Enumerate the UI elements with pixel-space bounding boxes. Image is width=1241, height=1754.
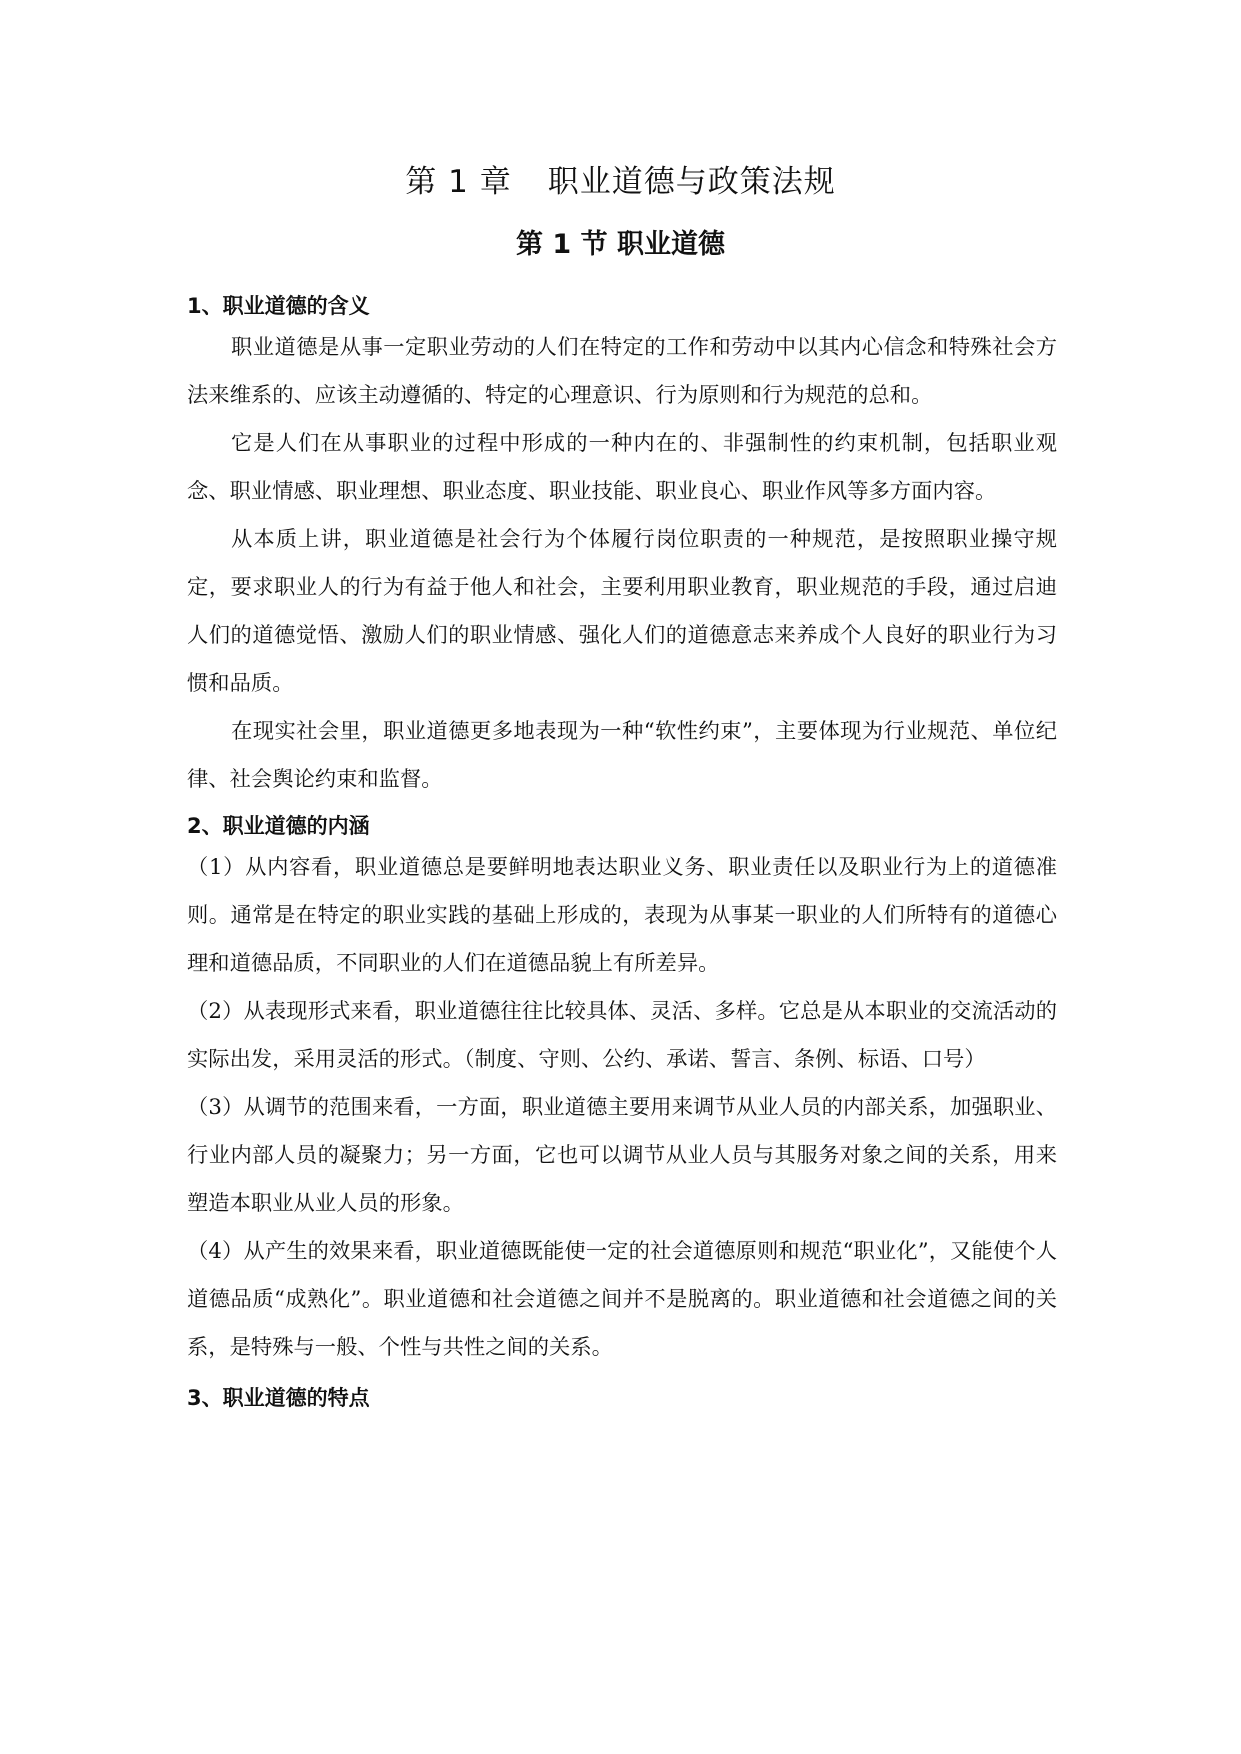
paragraph-connotation-1: （1）从内容看，职业道德总是要鲜明地表达职业义务、职业责任以及职业行为上的道德准则。通常是在特定的职业实践的基础上形成的，表现为从事某一职业的人们所特有的道德心理和道德品质，不同职业的人们在道德品貌上有所差异。 xyxy=(187,855,1057,976)
paragraph-meaning-4: 在现实社会里，职业道德更多地表现为一种“软性约束”，主要体现为行业规范、单位纪律、社会舆论约束和监督。 xyxy=(187,719,1057,792)
paragraph-meaning-2: 它是人们在从事职业的过程中形成的一种内在的、非强制性的约束机制，包括职业观念、职业情感、职业理想、职业态度、职业技能、职业良心、职业作风等多方面内容。 xyxy=(187,431,1057,504)
paragraph-meaning-3: 从本质上讲，职业道德是社会行为个体履行岗位职责的一种规范，是按照职业操守规定，要求职业人的行为有益于他人和社会，主要利用职业教育，职业规范的手段，通过启迪人们的道德觉悟、激励人们的职业情感、强化人们的道德意志来养成个人良好的职业行为习惯和品质。 xyxy=(187,527,1057,696)
paragraph-connotation-3: （3）从调节的范围来看，一方面，职业道德主要用来调节从业人员的内部关系，加强职业、行业内部人员的凝聚力；另一方面，它也可以调节从业人员与其服务对象之间的关系，用来塑造本职业从业人员的形象。 xyxy=(187,1095,1057,1216)
chapter-number: 第 1 章 xyxy=(405,164,512,200)
section-title: 第 1 节 职业道德 xyxy=(516,229,725,260)
paragraph-connotation-2: （2）从表现形式来看，职业道德往往比较具体、灵活、多样。它总是从本职业的交流活动的实际出发，采用灵活的形式。（制度、守则、公约、承诺、誓言、条例、标语、口号） xyxy=(187,999,1057,1072)
paragraph-connotation-4: （4）从产生的效果来看，职业道德既能使一定的社会道德原则和规范“职业化”，又能使个人道德品质“成熟化”。职业道德和社会道德之间并不是脱离的。职业道德和社会道德之间的关系，是特殊与一般、个性与共性之间的关系。 xyxy=(187,1239,1057,1360)
heading-connotation: 2、职业道德的内涵 xyxy=(187,814,370,838)
chapter-title xyxy=(0,160,1241,204)
heading-meaning: 1、职业道德的含义 xyxy=(187,294,370,318)
chapter-name: 职业道德与政策法规 xyxy=(547,164,836,200)
paragraph-meaning-1: 职业道德是从事一定职业劳动的人们在特定的工作和劳动中以其内心信念和特殊社会方法来维系的、应该主动遵循的、特定的心理意识、行为原则和行为规范的总和。 xyxy=(187,335,1057,408)
heading-characteristics: 3、职业道德的特点 xyxy=(187,1386,370,1410)
document-body xyxy=(187,288,1057,1416)
